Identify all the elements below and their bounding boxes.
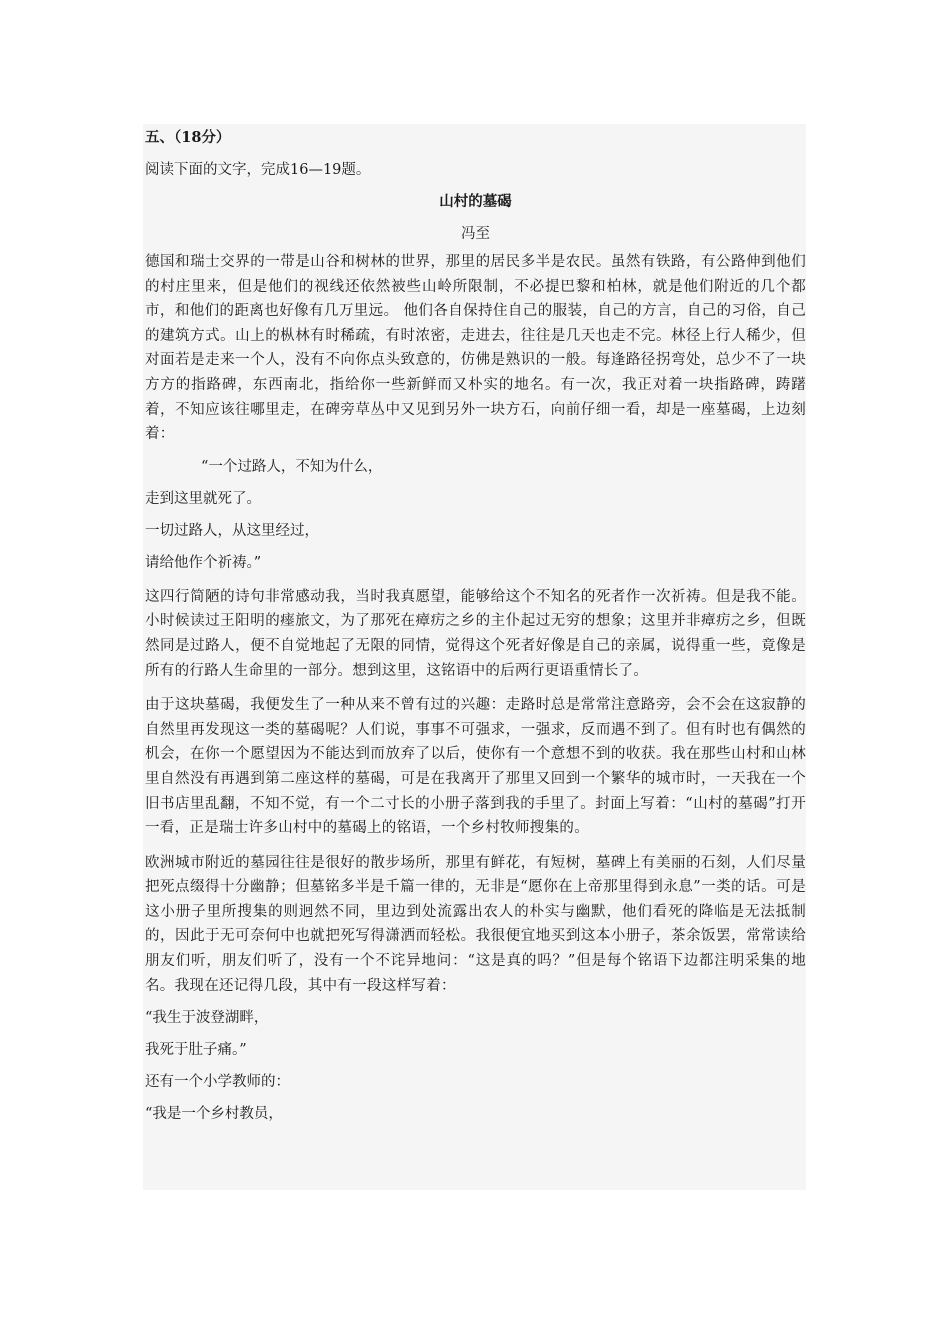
paragraph-2: 这四行简陋的诗句非常感动我，当时我真愿望，能够给这个不知名的死者作一次祈祷。但是我不能。小时候读过王阳明的瘗旅文，为了那死在瘴疠之乡的主仆起过无穷的想象；这里并非瘴疠之乡，但既然同是过路人，便不自觉地起了无限的同情，觉得这个死者好像是自己的亲属，说得重一些，竟像是所有的行路人生命里的一部分。想到这里，这铭语中的后两行更语重情长了。 bbox=[145, 588, 806, 679]
article-author: 冯至 bbox=[461, 226, 490, 242]
paragraph-5: 还有一个小学教师的： bbox=[145, 1074, 290, 1091]
epitaph-line-3: 一切过路人，从这里经过， bbox=[145, 522, 319, 539]
epitaph-2-line-2: 我死于肚子痛。” bbox=[145, 1042, 247, 1059]
epitaph-line-4: 请给他作个祈祷。” bbox=[145, 554, 262, 571]
paragraph-1: 德国和瑞士交界的一带是山谷和树林的世界，那里的居民多半是农民。虽然有铁路，有公路伸到他们的村庄里来，但是他们的视线还依然被些山岭所限制，不必提巴黎和柏林，就是他们附近的几个都市，和他们的距离也好像有几万里远。 他们各自保持住自己的服装，自己的方言，自己的习俗，自己的建筑方式。山上的枞林有时稀疏，有时浓密，走进去，往往是几天也走不完。林径上行人稀少，但对面若是走来一个人，没有不向你点头致意的，仿佛是熟识的一般。每逢路径拐弯处，总少不了一块方方的指路碑，东西南北，指给你一些新鲜而又朴实的地名。有一次，我正对着一块指路碑，踌躇着，不知应该往哪里走，在碑旁草丛中又见到另外一块方石，向前仔细一看，却是一座墓碣，上边刻着： bbox=[145, 254, 806, 443]
epitaph-line-2: 走到这里就死了。 bbox=[145, 490, 261, 507]
reading-instruction: 阅读下面的文字，完成16—19题。 bbox=[145, 162, 371, 178]
epitaph-3-line-1: “我是一个乡村教员， bbox=[145, 1106, 283, 1123]
paragraph-4: 欧洲城市附近的墓园往往是很好的散步场所，那里有鲜花，有短树，墓碑上有美丽的石刻，人们尽量把死点缀得十分幽静；但墓铭多半是千篇一律的，无非是“愿你在上帝那里得到永息”一类的话。可是这小册子里所搜集的则迥然不同，里边到处流露出农人的朴实与幽默，他们看死的降临是无法抵制的，因此于无可奈何中也就把死写得潇洒而轻松。我很便宜地买到这本小册子，茶余饭罢，常常读给朋友们听，朋友们听了，没有一个不诧异地问：“这是真的吗？”但是每个铭语下边都注明采集的地名。我现在还记得几段，其中有一段这样写着： bbox=[145, 854, 806, 994]
section-heading: 五、（18分） bbox=[145, 129, 231, 146]
epitaph-line-1: “一个过路人，不知为什么， bbox=[201, 458, 383, 475]
document-page bbox=[143, 124, 806, 1190]
article-title: 山村的墓碣 bbox=[439, 193, 512, 210]
paragraph-3: 由于这块墓碣，我便发生了一种从来不曾有过的兴趣：走路时总是常常注意路旁，会不会在这寂静的自然里再发现这一类的墓碣呢？人们说，事事不可强求，一强求，反而遇不到了。但有时也有偶然的机会，在你一个愿望因为不能达到而放弃了以后，使你有一个意想不到的收获。我在那些山村和山林里自然没有再遇到第二座这样的墓碣，可是在我离开了那里又回到一个繁华的城市时，一天我在一个旧书店里乱翻，不知不觉，有一个二寸长的小册子落到我的手里了。封面上写着：“山村的墓碣”打开一看，正是瑞士许多山村中的墓碣上的铭语，一个乡村牧师搜集的。 bbox=[145, 697, 806, 837]
epitaph-2-line-1: “我生于波登湖畔， bbox=[145, 1010, 269, 1027]
